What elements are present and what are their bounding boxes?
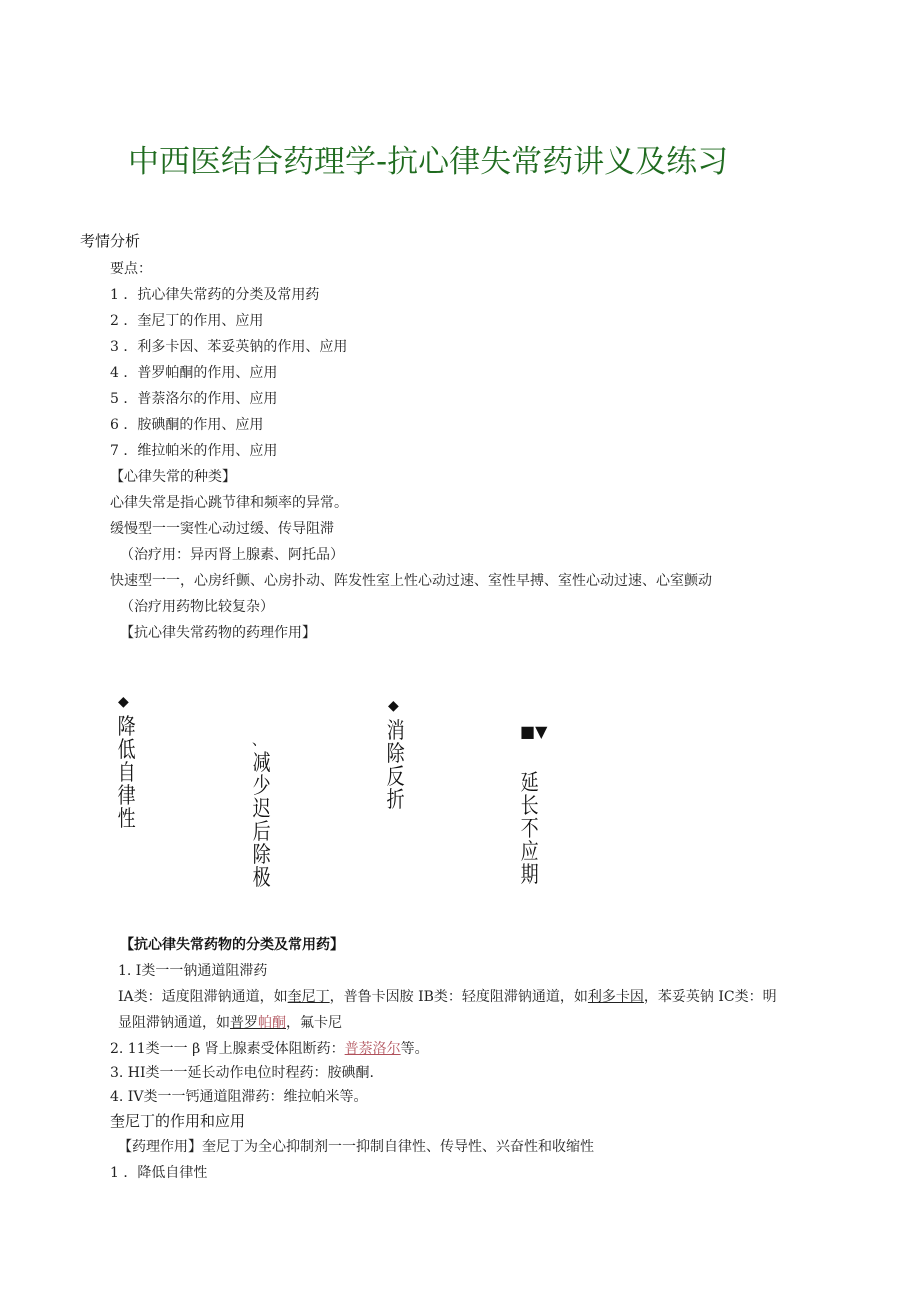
pharm-col-eliminate-reentry: 消除反折 (386, 719, 405, 813)
types-heading: 【心律失常的种类】 (110, 469, 236, 485)
pharm-col-reduce-afterdepolarization: 减少迟后除极 (252, 751, 271, 891)
square-triangle-icon: ■▼ (520, 722, 548, 741)
types-definition: 心律失常是指心跳节律和频率的异常。 (110, 495, 348, 511)
diamond-icon: ◆ (388, 698, 399, 714)
page-title: 中西医结合药理学-抗心律失常药讲义及练习 (128, 144, 729, 180)
class-ia-line-1: IA类：适度阻滞钠通道，如奎尼丁，普鲁卡因胺 IB类：轻度阻滞钠通道，如利多卡因，苯妥英钠 IC类：明 (118, 989, 777, 1005)
point-item-6: 6 ．胺碘酮的作用、应用 (110, 417, 264, 433)
point-item-7: 7 ．维拉帕米的作用、应用 (110, 443, 278, 459)
point-item-2: 2 ．奎尼丁的作用、应用 (110, 313, 264, 329)
types-slow-treatment: （治疗用：异丙肾上腺素、阿托品） (120, 547, 344, 563)
points-label: 要点： (110, 261, 152, 277)
quinidine-item-1: 1 ．降低自律性 (110, 1165, 208, 1181)
comma-marker: 、 (252, 733, 266, 749)
types-fast-treatment: （治疗用药物比较复杂） (120, 599, 274, 615)
pharm-col-lower-automaticity: 降低自律性 (117, 715, 136, 832)
quinidine-heading: 奎尼丁的作用和应用 (110, 1112, 246, 1130)
class-3: 3. HI类一一延长动作电位时程药：胺碘酮. (110, 1065, 374, 1081)
pharm-heading: 【抗心律失常药物的药理作用】 (120, 625, 316, 641)
pharm-col-prolong-refractory: 延长不应期 (520, 771, 539, 888)
drug-lidocaine: 利多卡因 (587, 989, 644, 1005)
drug-propafenone: 普罗帕酮 (230, 1015, 286, 1031)
class-ia-line-2: 显阻滞钠通道，如普罗帕酮，氟卡尼 (118, 1015, 342, 1031)
point-item-1: 1 ．抗心律失常药的分类及常用药 (110, 287, 320, 303)
class-4: 4. IV类一一钙通道阻滞药：维拉帕米等。 (110, 1089, 368, 1105)
point-item-3: 3 ．利多卡因、苯妥英钠的作用、应用 (110, 339, 348, 355)
types-fast: 快速型一一，心房纤颤、心房扑动、阵发性室上性心动过速、室性早搏、室性心动过速、心室颤动 (110, 573, 712, 589)
drug-quinidine: 奎尼丁 (287, 989, 330, 1005)
classes-heading: 【抗心律失常药物的分类及常用药】 (120, 937, 344, 953)
quinidine-action: 【药理作用】奎尼丁为全心抑制剂一一抑制自律性、传导性、兴奋性和收缩性 (118, 1139, 594, 1155)
class-1: 1. I类一一钠通道阻滞药 (118, 963, 268, 979)
diamond-icon: ◆ (118, 694, 129, 710)
section-heading-exam-analysis: 考情分析 (80, 232, 141, 250)
class-2: 2. 11类一一 β 肾上腺素受体阻断药：普萘洛尔等。 (110, 1041, 429, 1057)
point-item-4: 4 ．普罗帕酮的作用、应用 (110, 365, 278, 381)
point-item-5: 5 ．普萘洛尔的作用、应用 (110, 391, 278, 407)
drug-propranolol: 普萘洛尔 (344, 1041, 401, 1057)
types-slow: 缓慢型一一窦性心动过缓、传导阻滞 (110, 521, 334, 537)
